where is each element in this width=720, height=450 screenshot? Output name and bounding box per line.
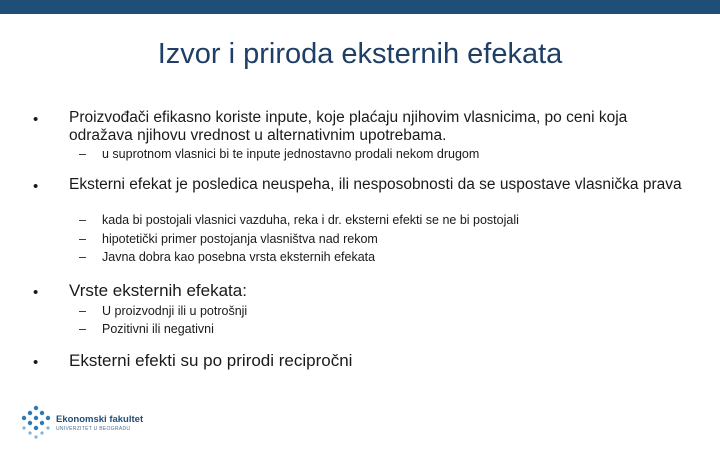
dash-marker: –	[79, 213, 86, 227]
slide-title: Izvor i priroda eksternih efekata	[157, 38, 563, 70]
sub-item-2-1: kada bi postojali vlasnici vazduha, reka i dr. eksterni efekti se ne bi postojali	[102, 213, 519, 227]
top-accent-bar	[0, 0, 720, 14]
dash-marker: –	[79, 147, 86, 161]
bullet-text-1: Proizvođači efikasno koriste inpute, koje plaćaju njihovim vlasnicima, po ceni koja odražava njihovu vrednost u alternativnim upotrebama.	[69, 109, 628, 144]
sub-item-3-2: Pozitivni ili negativni	[102, 322, 214, 336]
sub-item-3-1: U proizvodnji ili u potrošnji	[102, 304, 248, 318]
sub-item-2-2: hipotetički primer postojanja vlasništva nad rekom	[102, 232, 378, 246]
bullet-marker: •	[33, 354, 39, 371]
bullet-marker: •	[33, 178, 39, 195]
dash-marker: –	[79, 304, 86, 318]
dash-marker: –	[79, 250, 86, 264]
bullet-marker: •	[33, 111, 39, 128]
bullet-text-4: Eksterni efekti su po prirodi recipročni	[69, 351, 353, 370]
logo-subtitle: UNIVERZITET U BEOGRADU	[56, 426, 131, 432]
logo-name: Ekonomski fakultet	[56, 414, 144, 425]
bullet-text-3: Vrste eksternih efekata:	[69, 281, 247, 300]
faculty-logo-icon	[16, 404, 56, 440]
sub-item-2-3: Javna dobra kao posebna vrsta eksternih efekata	[102, 250, 376, 264]
bullet-text-2: Eksterni efekat je posledica neuspeha, ili nesposobnosti da se uspostave vlasnička prava	[69, 176, 682, 193]
sub-item-1-1: u suprotnom vlasnici bi te inpute jednostavno prodali nekom drugom	[102, 147, 480, 161]
bullet-marker: •	[33, 284, 39, 301]
dash-marker: –	[79, 322, 86, 336]
dash-marker: –	[79, 232, 86, 246]
